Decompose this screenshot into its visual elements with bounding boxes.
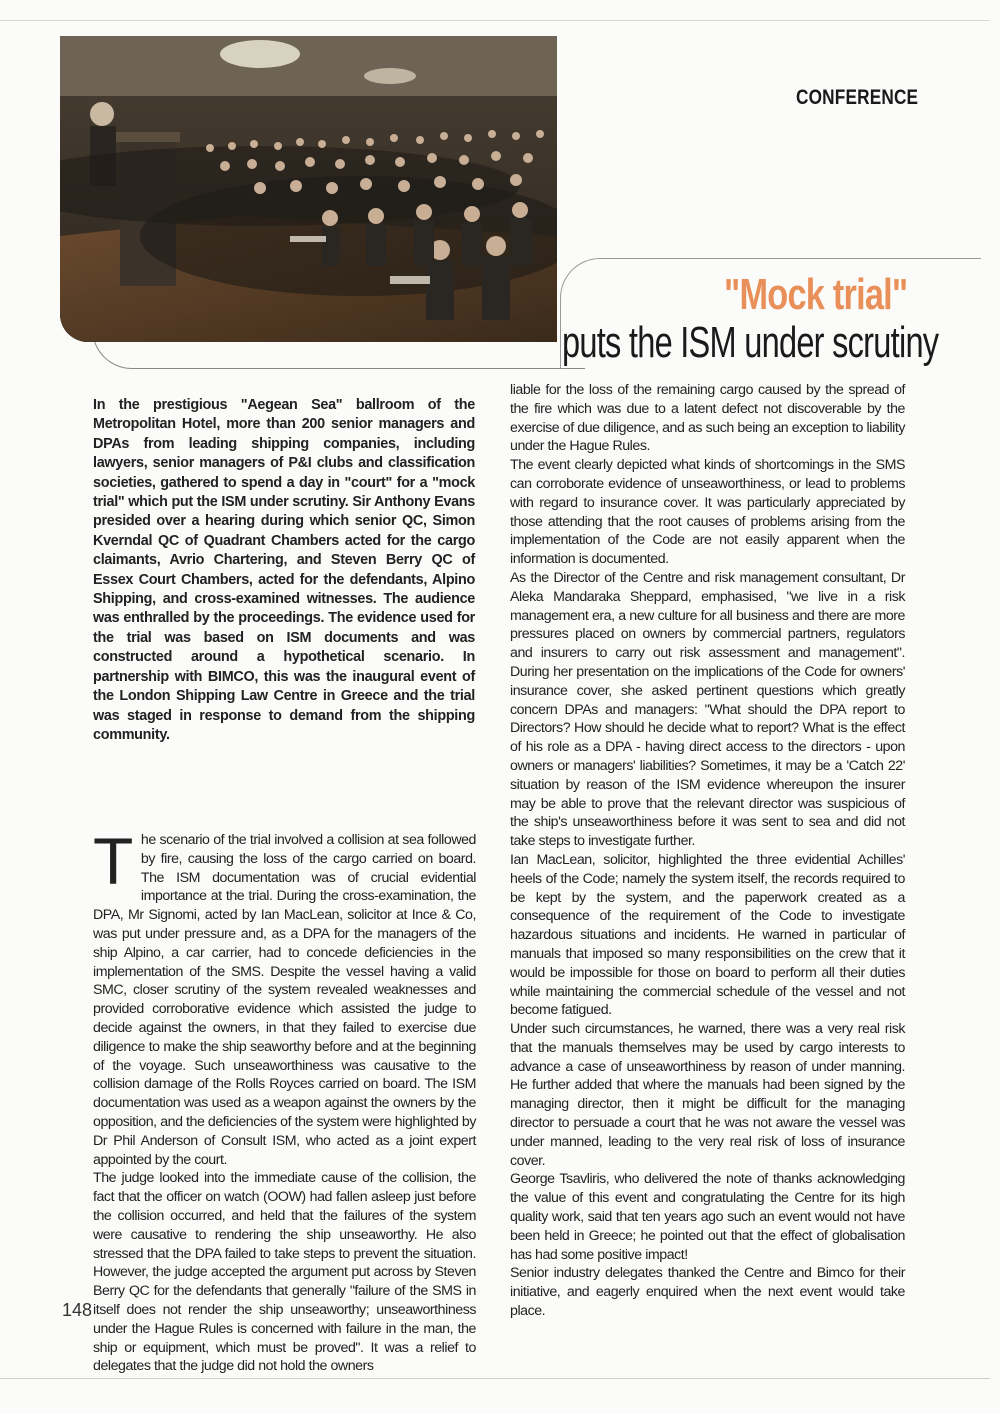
drop-cap: T [93, 824, 133, 898]
lead-paragraph: In the prestigious "Aegean Sea" ballroom of the Metropolitan Hotel, more than 200 senior managers and DPAs from leading shipping companies, including lawyers, senior managers of P&I clubs and classification societies, gathered to spend a day in "court" for a "mock trial" which put the ISM under scrutiny. Sir Anthony Evans presided over a hearing during which senior QC, Simon Kverndal QC of Quadrant Chambers acted for the cargo claimants, Avrio Chartering, and Steven Berry QC of Essex Court Chambers, acted for the defendants, Alpino Shipping, and cross-examined witnesses. The audience was enthralled by the proceedings. The evidence used for the trial was based on ISM documents and was constructed around a hypothetical scenario. In partnership with BIMCO, this was the inaugural event of the London Shipping Law Centre in Greece and the trial was staged in response to demand from the shipping community. [93, 397, 475, 743]
body-paragraph: Ian MacLean, solicitor, highlighted the three evidential Achilles' heels of the Code; namely the system itself, the records required to be kept by the system, and the paperwork created as a consequence of the requirement of the Code to investigate hazardous situations and incidents. He warned in particular of manuals that imposed so many responsibilities on the crew that it would be impossible for those on board to perform all their duties while maintaining the commercial schedule of the vessel and not become fatigued. [510, 851, 905, 1019]
body-paragraph: liable for the loss of the remaining cargo caused by the spread of the fire which was due to a latent defect not discoverable by the exercise of due diligence, and as such being an exception to liability under the Hague Rules. [510, 382, 905, 455]
page-edge-top [0, 20, 990, 21]
conference-photo-icon [60, 36, 557, 342]
body-paragraph: George Tsavliris, who delivered the note of thanks acknowledging the value of this event and congratulating the Centre for its high quality work, said that ten years ago such an event would not have been held in Greece; he pointed out that the effect of globalisation has had some positive impact! [510, 1171, 905, 1263]
right-column-body [510, 381, 905, 1321]
page-edge-bottom [0, 1378, 990, 1379]
body-paragraph: The event clearly depicted what kinds of shortcomings in the SMS can corroborate evidence of unseaworthiness, or lead to problems with regard to insurance cover. It was particularly appreciated by those attending that the root causes of problems arising from the implementation of the Code are not easily apparent when the information is documented. [510, 457, 905, 568]
body-paragraph: Under such circumstances, he warned, there was a very real risk that the manuals themselves may be used by cargo interests to advance a case of unseaworthiness by reason of under manning. He further added that where the manuals had been signed by the managing director, then it might be difficult for the managing director to persuade a court that he was not aware the vessel was under manned, leading to the very real risk of loss of insurance cover. [510, 1021, 905, 1169]
conference-photo [60, 36, 557, 342]
left-column-body [93, 824, 476, 1376]
page-number: 148 [62, 1300, 93, 1320]
article-title: puts the ISM under scrutiny [562, 318, 939, 367]
article-title-accent: "Mock trial" [724, 270, 908, 319]
body-paragraph: As the Director of the Centre and risk management consultant, Dr Aleka Mandaraka Sheppard, emphasised, "we live in a risk management era, a new culture for all business and there are more pressures placed on owners by commercial partners, regulators and insurers to carry out risk assessment and management". During her presentation on the implications of the Code for owners' insurance cover, she asked pertinent questions which greatly concern DPAs and managers: "What should the DPA report to Directors? How should he decide what to report? What is the effect of his role as a DPA - having direct access to the directors - upon owners or managers' liabilities? Sometimes, it may be a 'Catch 22' situation by reason of the ISM evidence whereupon the insurer may be able to prove that the relevant director was suspicious of the ship's unseaworthiness before it was sent to sea and did not take steps to investigate further. [510, 569, 905, 850]
body-paragraph: The judge looked into the immediate cause of the collision, the fact that the officer on watch (OOW) had fallen asleep just before the collision occurred, and held that the failures of the system were causative to rendering the ship unseaworthy. He also stressed that the DPA failed to take steps to prevent the situation. However, the judge accepted the argument put across by Steven Berry QC for the defendants that generally "failure of the SMS in itself does not render the ship unseaworthy; unseaworthiness under the Hague Rules is concerned with failure in the man, the ship or equipment, which must be proved". It was a relief to delegates that the judge did not hold the owners [93, 1170, 476, 1375]
section-label: CONFERENCE [796, 86, 919, 109]
body-paragraph-text: he scenario of the trial involved a collision at sea followed by fire, causing the loss of the cargo carried on board. The ISM documentation was of crucial evidential importance at the trial. During the cross-examination, the DPA, Mr Signomi, acted by Ian MacLean, solicitor at Ince & Co, was put under pressure and, as a DPA for the managers of the ship Alpino, a car carrier, had to concede deficiencies in the implementation of the SMS. Despite the vessel having a valid SMC, closer scrutiny of the system revealed weaknesses and provided corroborative evidence which assisted the judge to decide against the owners, in that they failed to exercise due diligence to make the ship seaworthy before and at the beginning of the voyage. Such unseaworthiness was causative to the collision damage of the Rolls Royces carried on board. The ISM documentation was used as a weapon against the owners by the opposition, and the deficiencies of the system were highlighted by Dr Phil Anderson of Consult ISM, who acted as a joint expert appointed by the court. [93, 832, 476, 1168]
body-paragraph: Senior industry delegates thanked the Centre and Bimco for their initiative, and eagerly enquired when the next event would take place. [510, 1265, 905, 1320]
body-paragraph [93, 824, 476, 1169]
